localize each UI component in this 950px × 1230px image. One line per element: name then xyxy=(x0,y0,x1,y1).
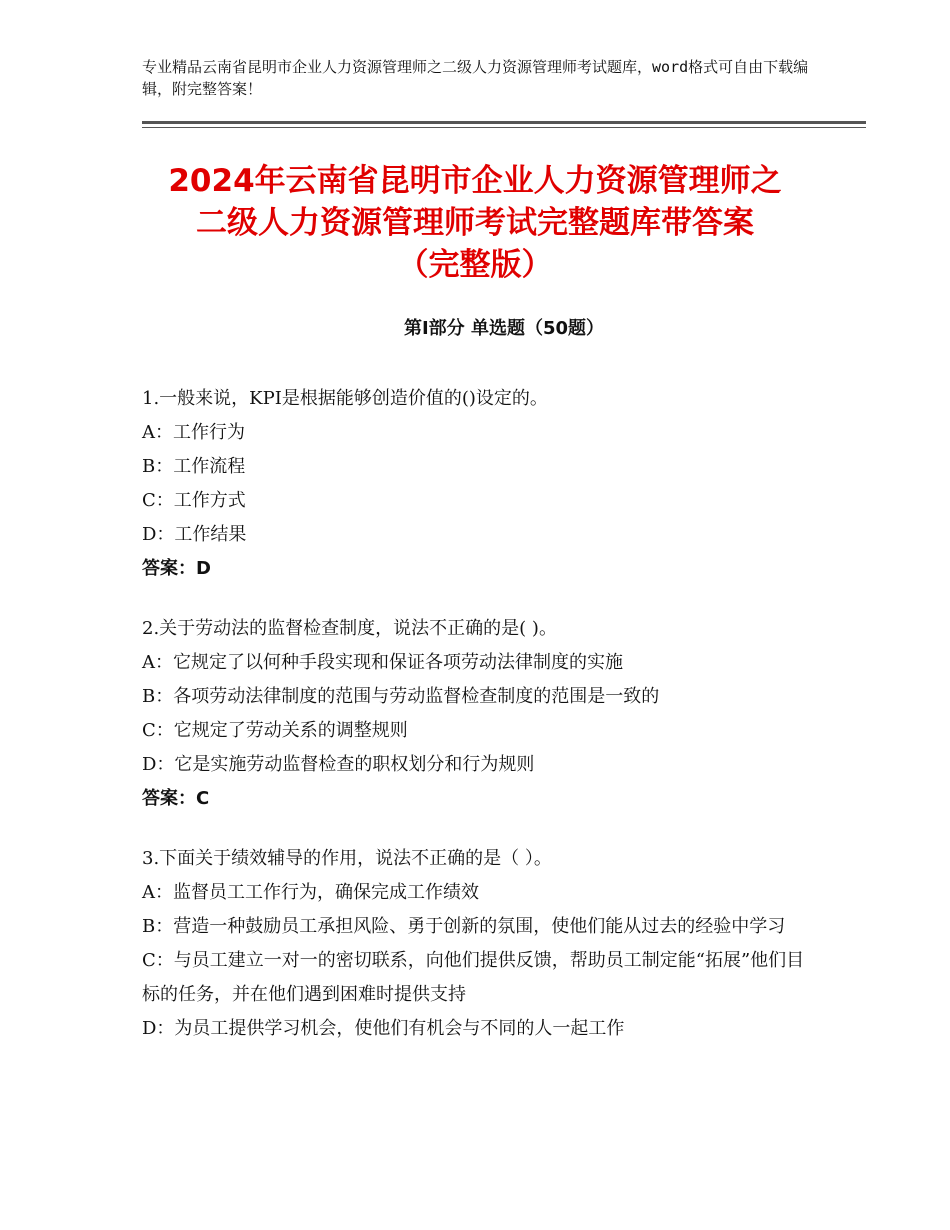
document-title-line-2: 二级人力资源管理师考试完整题库带答案 xyxy=(196,205,754,241)
question-2 xyxy=(142,612,818,816)
question-answer: 答案：C xyxy=(142,788,210,809)
section-title: 第Ⅰ部分 单选题（50题） xyxy=(403,318,604,339)
question-option-c: C：与员工建立一对一的密切联系，向他们提供反馈，帮助员工制定能“拓展”他们目标的任务，并在他们遇到困难时提供支持 xyxy=(142,950,805,1005)
question-3 xyxy=(142,842,818,1046)
document-title-line-3: （完整版） xyxy=(397,247,553,283)
question-option-a: A：工作行为 xyxy=(142,422,245,443)
question-option-b: B：工作流程 xyxy=(142,456,246,477)
question-option-b: B：各项劳动法律制度的范围与劳动监督检查制度的范围是一致的 xyxy=(142,686,660,707)
document-title-line-1: 2024年云南省昆明市企业人力资源管理师之 xyxy=(168,163,782,199)
question-option-d: D：它是实施劳动监督检查的职权划分和行为规则 xyxy=(142,754,535,775)
question-option-a: A：监督员工工作行为，确保完成工作绩效 xyxy=(142,882,479,903)
question-answer: 答案：D xyxy=(142,558,211,579)
question-stem: 1.一般来说，KPI是根据能够创造价值的()设定的。 xyxy=(142,388,548,409)
question-list xyxy=(142,382,818,1072)
question-option-d: D：为员工提供学习机会，使他们有机会与不同的人一起工作 xyxy=(142,1018,625,1039)
header-note: 专业精品云南省昆明市企业人力资源管理师之二级人力资源管理师考试题库，word格式可自由下载编辑，附完整答案！ xyxy=(142,58,809,98)
header-divider-thin xyxy=(142,127,866,128)
question-option-b: B：营造一种鼓励员工承担风险、勇于创新的氛围，使他们能从过去的经验中学习 xyxy=(142,916,786,937)
question-option-c: C：它规定了劳动关系的调整规则 xyxy=(142,720,408,741)
question-1 xyxy=(142,382,818,586)
document-title xyxy=(130,160,820,286)
header-divider-thick xyxy=(142,121,866,124)
question-option-c: C：工作方式 xyxy=(142,490,246,511)
question-option-a: A：它规定了以何种手段实现和保证各项劳动法律制度的实施 xyxy=(142,652,623,673)
question-option-d: D：工作结果 xyxy=(142,524,247,545)
question-stem: 3.下面关于绩效辅导的作用，说法不正确的是（ ）。 xyxy=(142,848,552,869)
question-stem: 2.关于劳动法的监督检查制度，说法不正确的是( )。 xyxy=(142,618,557,639)
